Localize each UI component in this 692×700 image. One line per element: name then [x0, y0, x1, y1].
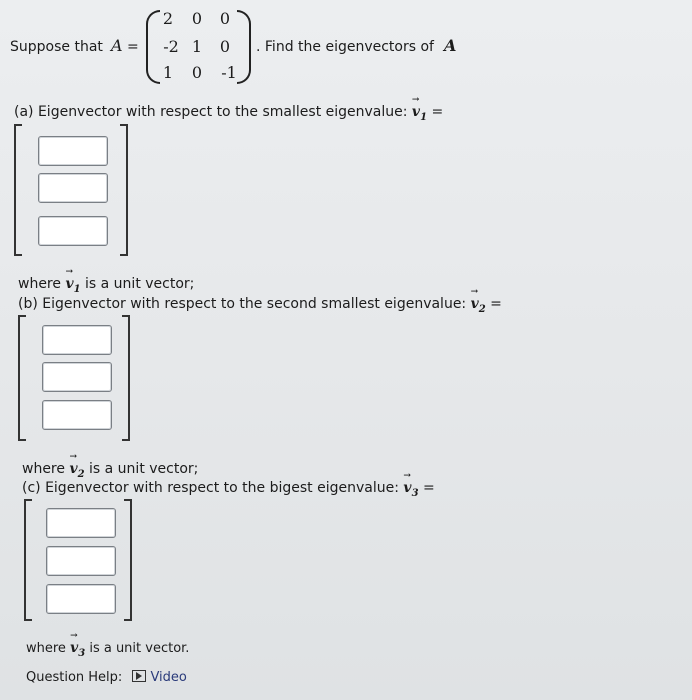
v1-component-3-input[interactable]: [38, 216, 108, 246]
equals-sign: =: [127, 39, 139, 55]
part-a-label: (a) Eigenvector with respect to the smallest eigenvalue: → $v_1$ =: [14, 104, 443, 123]
matrix-cell: 0: [191, 9, 203, 28]
v2-component-1-input[interactable]: [42, 325, 112, 355]
part-a-note: where → $v_1$ is a unit vector;: [18, 276, 194, 295]
part-b-label: (b) Eigenvector with respect to the second smallest eigenvalue: → $v_2$ =: [18, 296, 502, 315]
matrix-cell: 1: [162, 63, 174, 82]
matrix-cell: 0: [219, 37, 231, 56]
v2-component-3-input[interactable]: [42, 400, 112, 430]
v2-component-2-input[interactable]: [42, 362, 112, 392]
v1-component-2-input[interactable]: [38, 173, 108, 203]
part-b-note: where → $v_2$ is a unit vector;: [22, 461, 198, 480]
question-help: [26, 670, 187, 685]
v3-component-2-input[interactable]: [46, 546, 116, 576]
v3-component-3-input[interactable]: [46, 584, 116, 614]
matrix-cell: 2: [162, 9, 174, 28]
vector-a-right-bracket: [120, 124, 128, 256]
matrix-cell: 1: [191, 37, 203, 56]
v1-component-1-input[interactable]: [38, 136, 108, 166]
video-link[interactable]: Video: [132, 670, 186, 685]
intro-text: Suppose that: [10, 39, 103, 55]
video-icon: [132, 670, 146, 682]
matrix-cell: -2: [163, 37, 179, 56]
v3-component-1-input[interactable]: [46, 508, 116, 538]
vector-a-left-bracket: [14, 124, 22, 256]
matrix-cell: 0: [219, 9, 231, 28]
suffix-var: A: [444, 36, 457, 55]
part-c-note: where → $v_3$ is a unit vector.: [26, 640, 189, 659]
matrix-name: A: [111, 36, 123, 55]
vector-b-left-bracket: [18, 315, 26, 441]
suffix-text: . Find the eigenvectors of: [256, 39, 434, 55]
question-help-label: Question Help:: [26, 670, 123, 685]
vector-c-right-bracket: [124, 499, 132, 621]
matrix-cell: 0: [191, 63, 203, 82]
part-c-label: (c) Eigenvector with respect to the bigest eigenvalue: → $v_3$ =: [22, 480, 435, 499]
vector-c-left-bracket: [24, 499, 32, 621]
vector-b-right-bracket: [122, 315, 130, 441]
matrix-cell: -1: [221, 63, 237, 82]
